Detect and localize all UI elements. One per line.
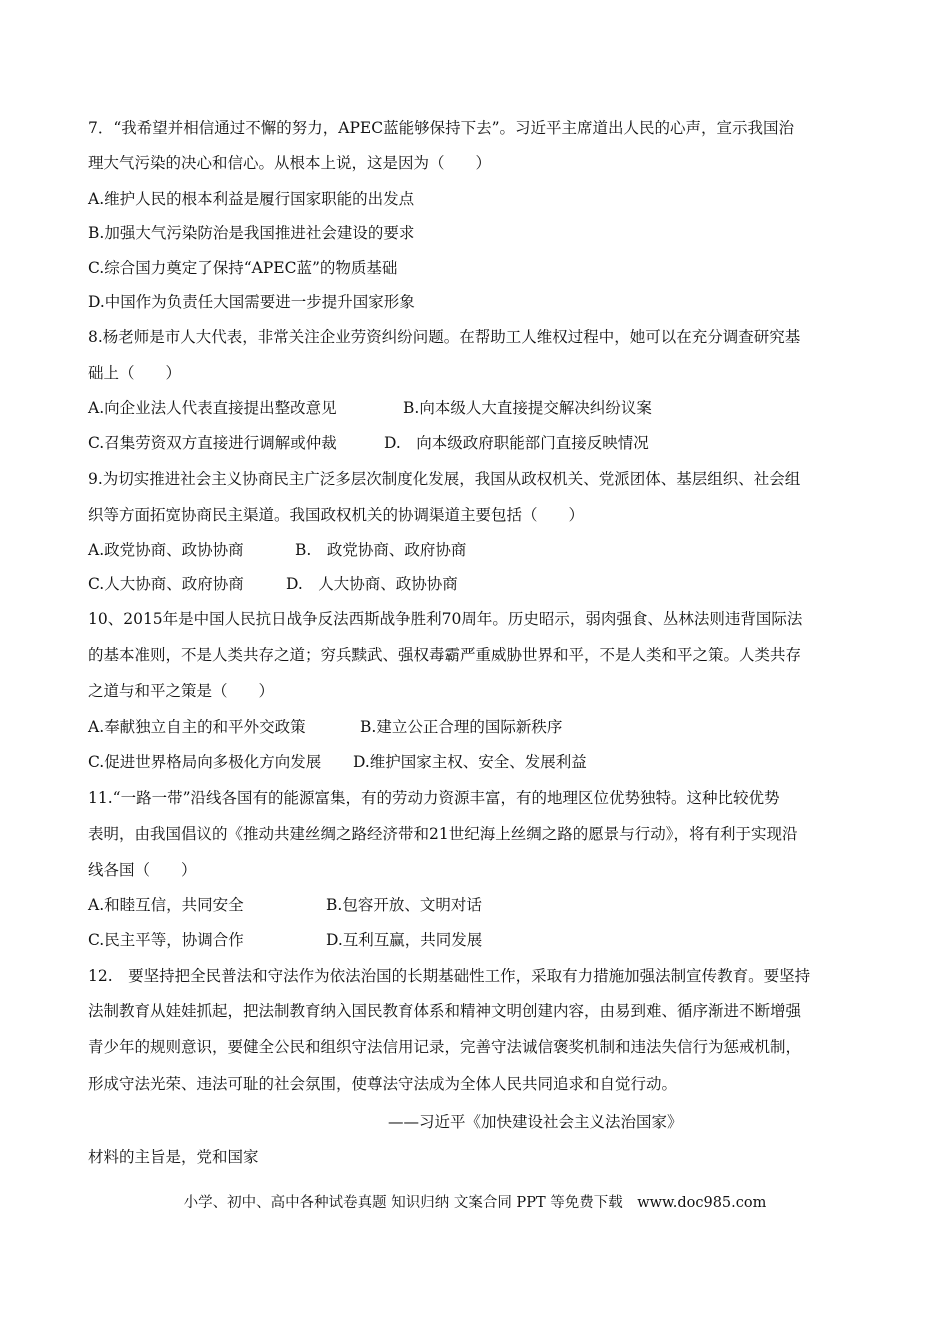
q11-stem-line-1: 11.“一路一带”沿线各国有的能源富集，有的劳动力资源丰富，有的地理区位优势独特。这种比较优势 [88, 789, 780, 807]
q7-option-c: C.综合国力奠定了保持“APEC蓝”的物质基础 [88, 259, 398, 277]
q12-material-line-2: 法制教育从娃娃抓起，把法制教育纳入国民教育体系和精神文明创建内容，由易到难、循序渐进不断增强 [88, 1002, 802, 1020]
q10-stem-line-3: 之道与和平之策是（ ） [88, 682, 275, 700]
q10-stem-line-1: 10、2015年是中国人民抗日战争反法西斯战争胜利70周年。历史昭示，弱肉强食、丛林法则违背国际法 [88, 610, 803, 628]
q11-options-row-2 [88, 930, 482, 950]
q9-option-d: D. 人大协商、政协协商 [286, 575, 458, 593]
q9-option-a: A.政党协商、政协协商 [88, 541, 244, 559]
q8-option-d: D. 向本级政府职能部门直接反映情况 [384, 434, 649, 452]
q12-question-prompt: 材料的主旨是，党和国家 [88, 1148, 259, 1166]
q11-option-b: B.包容开放、文明对话 [326, 896, 482, 914]
q7-option-a: A.维护人民的根本利益是履行国家职能的出发点 [88, 190, 415, 208]
q8-option-b: B.向本级人大直接提交解决纠纷议案 [403, 399, 652, 417]
q10-stem-line-2: 的基本准则，不是人类共存之道；穷兵黩武、强权毒霸严重威胁世界和平，不是人类和平之策。人类共存 [88, 646, 802, 664]
q11-stem-line-3: 线各国（ ） [88, 861, 197, 879]
q12-source-citation: ——习近平《加快建设社会主义法治国家》 [388, 1113, 683, 1131]
q9-stem-line-1: 9.为切实推进社会主义协商民主广泛多层次制度化发展，我国从政权机关、党派团体、基层组织、社会组 [88, 470, 801, 488]
q10-options-row-2 [88, 752, 587, 772]
q8-options-row-1 [88, 398, 652, 418]
q9-option-c: C.人大协商、政府协商 [88, 575, 244, 593]
q7-option-b: B.加强大气污染防治是我国推进社会建设的要求 [88, 224, 415, 242]
q7-stem-line-2: 理大气污染的决心和信心。从根本上说，这是因为（ ） [88, 154, 492, 172]
q11-option-c: C.民主平等，协调合作 [88, 931, 244, 949]
q12-material-line-4: 形成守法光荣、违法可耻的社会氛围，使尊法守法成为全体人民共同追求和自觉行动。 [88, 1075, 678, 1093]
q11-stem-line-2: 表明，由我国倡议的《推动共建丝绸之路经济带和21世纪海上丝绸之路的愿景与行动》，将有利于实现沿 [88, 825, 798, 843]
q8-option-c: C.召集劳资双方直接进行调解或仲裁 [88, 434, 337, 452]
q7-stem-line-1: 7．“我希望并相信通过不懈的努力，APEC蓝能够保持下去”。习近平主席道出人民的心声，宣示我国治 [88, 119, 795, 137]
q8-option-a: A.向企业法人代表直接提出整改意见 [88, 399, 337, 417]
q12-material-line-3: 青少年的规则意识，要健全公民和组织守法信用记录，完善守法诚信褒奖机制和违法失信行为惩戒机制， [88, 1038, 802, 1056]
q9-stem-line-2: 织等方面拓宽协商民主渠道。我国政权机关的协调渠道主要包括（ ） [88, 506, 585, 524]
q10-option-b: B.建立公正合理的国际新秩序 [360, 718, 563, 736]
q9-options-row-2 [88, 574, 458, 594]
q10-option-c: C.促进世界格局向多极化方向发展 [88, 753, 322, 771]
q10-option-d: D.维护国家主权、安全、发展利益 [353, 753, 587, 771]
q11-options-row-1 [88, 895, 482, 915]
q11-option-d: D.互利互赢，共同发展 [326, 931, 483, 949]
q10-option-a: A.奉献独立自主的和平外交政策 [88, 718, 306, 736]
q8-stem-line-2: 础上（ ） [88, 364, 182, 382]
q8-options-row-2 [88, 433, 649, 453]
q9-option-b: B. 政党协商、政府协商 [295, 541, 467, 559]
q7-option-d: D.中国作为负责任大国需要进一步提升国家形象 [88, 293, 415, 311]
page-footer: 小学、初中、高中各种试卷真题 知识归纳 文案合同 PPT 等免费下载 www.doc985.com [183, 1195, 767, 1211]
q8-stem-line-1: 8.杨老师是市人大代表，非常关注企业劳资纠纷问题。在帮助工人维权过程中，她可以在充分调查研究基 [88, 328, 801, 346]
q9-options-row-1 [88, 540, 466, 560]
q10-options-row-1 [88, 717, 562, 737]
q12-material-line-1: 12. 要坚持把全民普法和守法作为依法治国的长期基础性工作，采取有力措施加强法制宣传教育。要坚持 [88, 967, 811, 985]
q11-option-a: A.和睦互信，共同安全 [88, 896, 244, 914]
